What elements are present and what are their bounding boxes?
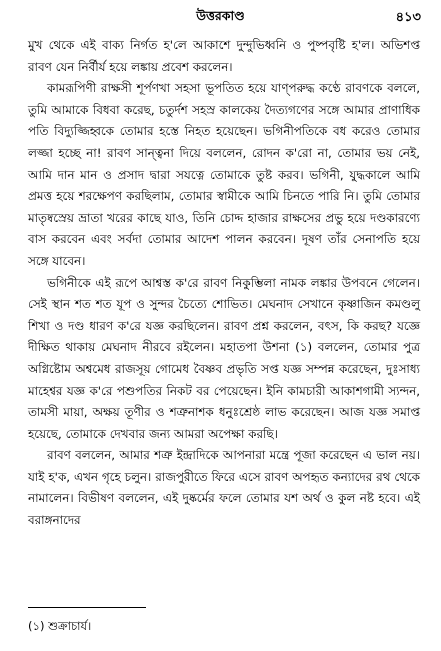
page-number: ৪১৩ <box>395 10 421 25</box>
running-title: উত্তরকাণ্ড <box>196 8 245 23</box>
paragraph: ভগিনীকে এই রূপে আশ্বস্ত ক'রে রাবণ নিকুম্ভিলা নামক লঙ্কার উপবনে গেলেন। সেই স্থান শত শত যূপ ও সুন্দর চৈত্যে শোভিত। মেঘনাদ সেখানে কৃষ্ণাজিন কমণ্ডলু শিখা ও দণ্ড ধারণ ক'রে যজ্ঞ করছিলেন। রাবণ প্রশ্ন করলেন, বৎস, কি করছ? যজ্ঞে দীক্ষিত থাকায় মেঘনাদ নীরবে রইলেন। মহাতপা উশনা (১) বললেন, তোমার পুত্র অগ্নিষ্টোম অশ্বমেধ রাজসূয় গোমেধ বৈষ্ণব প্রভৃতি সপ্ত যজ্ঞ সম্পন্ন করেছেন, দুঃসাধ্য মাহেশ্বর যজ্ঞ ক'রে পশুপতির নিকট বর পেয়েছেন। ইনি কামচারী আকাশগামী স্যন্দন, তামসী মায়া, অক্ষয় তূণীর ও শত্রুনাশক ধনুঃশ্রেষ্ঠ লাভ করেছেন। আজ যজ্ঞ সমাপ্ত হয়েছে, তোমাকে দেখবার জন্য আমরা অপেক্ষা করছি। <box>28 275 420 441</box>
paragraph: কামরূপিণী রাক্ষসী শূর্পণখা সহসা ভূপতিত হয়ে যাণ্পরুদ্ধ কণ্ঠে রাবণকে বললে, তুমি আমাকে বিধবা করেছ, চতুর্দশ সহস্র কালকেয় দৈত্যগণের সঙ্গে আমার প্রাণাধিক পতি বিদ্যুজ্জিহ্বকে তোমার হস্তে নিহত হয়েছেন। ভগিনীপতিকে বধ করেও তোমার লজ্জা হচ্ছে না! রাবণ সান্ত্বনা দিয়ে বললেন, রোদন ক'রো না, তোমার ভয় নেই, আমি দান মান ও প্রসাদ দ্বারা সযত্নে তোমাকে তুষ্ট করব। ভগিনী, যুদ্ধকালে আমি প্রমত্ত হয়ে শরক্ষেপণ করছিলাম, তোমার স্বামীকে আমি চিনতে পারি নি। তুমি তোমার মাতৃষ্বস্রেয় ভ্রাতা খরের কাছে যাও, তিনি চোদ্দ হাজার রাক্ষসের প্রভু হয়ে দণ্ডকারণ্যে বাস করবেন এবং সর্বদা তোমার আদেশ পালন করবেন। দূষণ তাঁর সেনাপতি হয়ে সঙ্গে যাবেন। <box>28 81 420 268</box>
footnote-divider <box>28 607 146 608</box>
page-header <box>0 8 441 26</box>
footnote: (১) শুক্রাচার্য। <box>28 619 92 633</box>
paragraph: রাবণ বললেন, আমার শত্রু ইন্দ্রাদিকে আপনারা মন্ত্রে পূজা করেছেন এ ভাল নয়। যাই হ'ক, এখন গৃহে চলুন। রাজপুরীতে ফিরে এসে রাবণ অপহৃত কন্যাদের রথ থেকে নামালেন। বিভীষণ বললেন, এই দুষ্কর্মের ফলে তোমার যশ অর্থ ও কুল নষ্ট হবে। এই বরাঙ্গনাদের <box>28 448 420 528</box>
paragraph: মুখ থেকে এই বাক্য নির্গত হ'লে আকাশে দুন্দুভিধ্বনি ও পুষ্পবৃষ্টি হ'ল। অভিশপ্ত রাবণ যেন নির্বীর্য হয়ে লঙ্কায় প্রবেশ করলেন। <box>28 38 420 74</box>
body-text <box>28 35 420 532</box>
